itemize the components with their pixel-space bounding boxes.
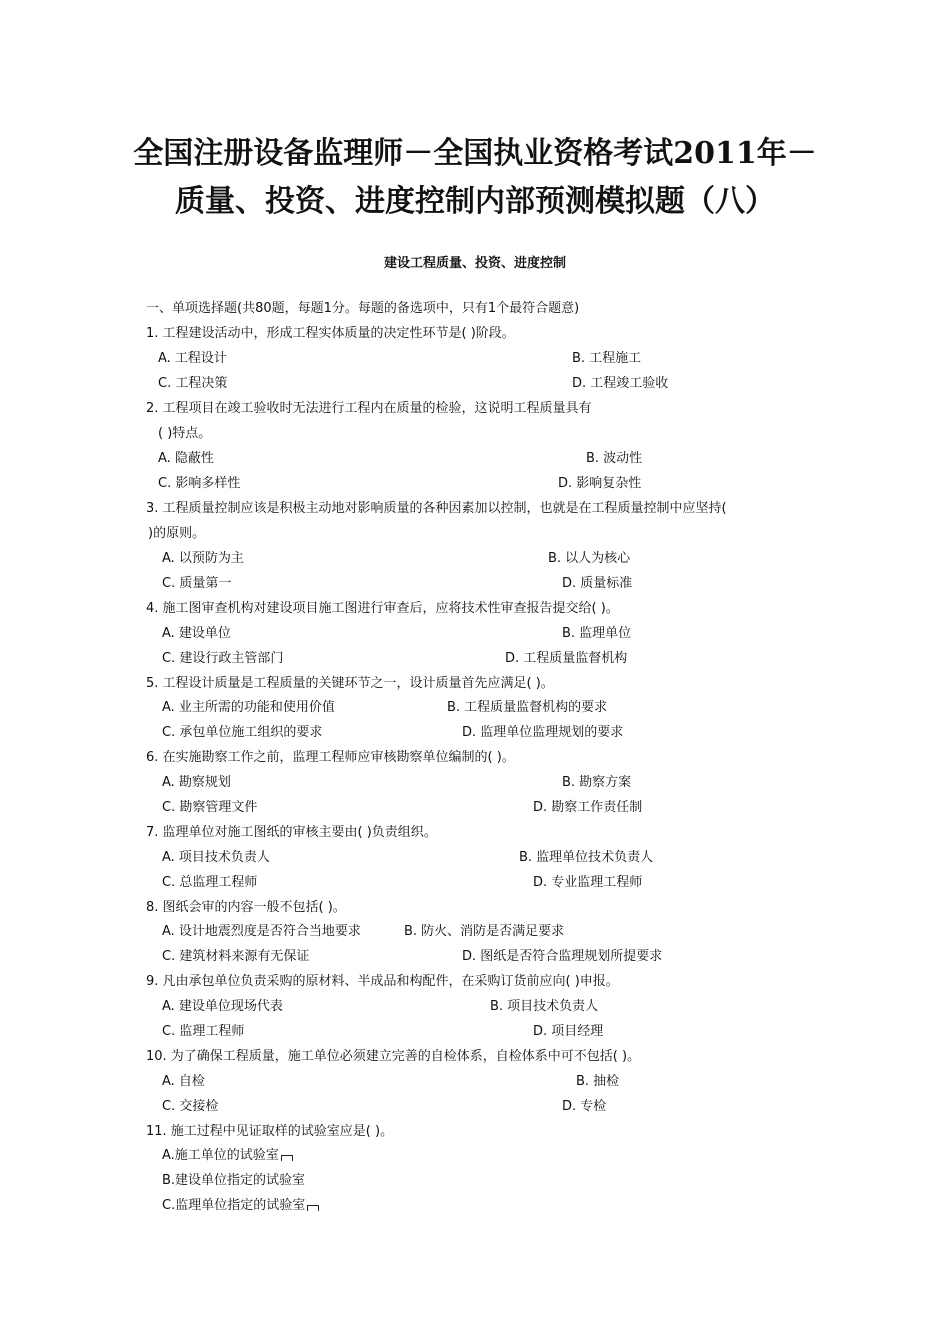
q11-option-a-row [162,1147,293,1165]
q4-option-b: B. 监理单位 [562,626,632,641]
q9-option-d: D. 项目经理 [533,1024,604,1039]
q11-option-c: C.监理单位指定的试验室 [162,1198,306,1213]
document-subtitle: 建设工程质量、投资、进度控制 [383,256,566,271]
q1-option-b: B. 工程施工 [572,351,642,366]
title-line-1: 全国注册设备监理师－全国执业资格考试2011年－ [133,136,817,171]
q2-option-a: A. 隐蔽性 [158,451,214,466]
q1-option-a: A. 工程设计 [158,351,227,366]
q2-option-d: D. 影响复杂性 [558,476,642,491]
q7-option-d: D. 专业监理工程师 [533,875,643,890]
document-title [60,130,890,226]
q7-option-a: A. 项目技术负责人 [162,850,270,865]
question-6: 6. 在实施勘察工作之前，监理工程师应审核勘察单位编制的( )。 [146,750,515,765]
q8-option-c: C. 建筑材料来源有无保证 [162,949,310,964]
paragraph-mark-icon [307,1205,319,1211]
q8-option-b: B. 防火、消防是否满足要求 [404,924,565,939]
q3-option-c: C. 质量第一 [162,576,232,591]
q4-option-d: D. 工程质量监督机构 [505,651,628,666]
q6-option-a: A. 勘察规划 [162,775,231,790]
question-5: 5. 工程设计质量是工程质量的关键环节之一，设计质量首先应满足( )。 [146,676,554,691]
q3-option-b: B. 以人为核心 [548,551,631,566]
q9-option-b: B. 项目技术负责人 [490,999,599,1014]
q11-option-c-row [162,1197,319,1215]
q7-option-c: C. 总监理工程师 [162,875,258,890]
q4-option-a: A. 建设单位 [162,626,231,641]
q6-option-d: D. 勘察工作责任制 [533,800,643,815]
q5-option-c: C. 承包单位施工组织的要求 [162,725,323,740]
q5-option-a: A. 业主所需的功能和使用价值 [162,700,335,715]
question-7: 7. 监理单位对施工图纸的审核主要由( )负责组织。 [146,825,437,840]
q6-option-b: B. 勘察方案 [562,775,632,790]
question-3: 3. 工程质量控制应该是积极主动地对影响质量的各种因素加以控制，也就是在工程质量控制中应坚持( [146,501,727,516]
q6-option-c: C. 勘察管理文件 [162,800,258,815]
q11-option-a: A.施工单位的试验室 [162,1148,279,1163]
question-8: 8. 图纸会审的内容一般不包括( )。 [146,900,346,915]
q5-option-d: D. 监理单位监理规划的要求 [462,725,624,740]
q8-option-d: D. 图纸是否符合监理规划所提要求 [462,949,663,964]
question-4: 4. 施工图审查机构对建设项目施工图进行审查后，应将技术性审查报告提交给( )。 [146,601,619,616]
q1-option-d: D. 工程竣工验收 [572,376,669,391]
q10-option-c: C. 交接检 [162,1099,219,1114]
q8-option-a: A. 设计地震烈度是否符合当地要求 [162,924,361,939]
question-2: 2. 工程项目在竣工验收时无法进行工程内在质量的检验，这说明工程质量具有 [146,401,592,416]
question-3-cont: )的原则。 [148,526,206,541]
q9-option-c: C. 监理工程师 [162,1024,245,1039]
title-line-2: 质量、投资、进度控制内部预测模拟题（八） [175,184,775,219]
section-header: 一、单项选择题(共80题，每题1分。每题的备选项中，只有1个最符合题意) [146,301,580,316]
q9-option-a: A. 建设单位现场代表 [162,999,283,1014]
question-9: 9. 凡由承包单位负责采购的原材料、半成品和构配件，在采购订货前应向( )申报。 [146,974,619,989]
q5-option-b: B. 工程质量监督机构的要求 [447,700,608,715]
q3-option-a: A. 以预防为主 [162,551,244,566]
question-1: 1. 工程建设活动中，形成工程实体质量的决定性环节是( )阶段。 [146,326,515,341]
q11-option-b: B.建设单位指定的试验室 [162,1173,306,1188]
question-11: 11. 施工过程中见证取样的试验室应是( )。 [146,1124,394,1139]
question-2-cont: ( )特点。 [158,426,212,441]
paragraph-mark-icon [281,1155,293,1161]
q2-option-b: B. 波动性 [586,451,643,466]
q10-option-b: B. 抽检 [576,1074,620,1089]
q10-option-d: D. 专检 [562,1099,607,1114]
q10-option-a: A. 自检 [162,1074,205,1089]
q7-option-b: B. 监理单位技术负责人 [519,850,654,865]
q3-option-d: D. 质量标准 [562,576,633,591]
q4-option-c: C. 建设行政主管部门 [162,651,284,666]
question-10: 10. 为了确保工程质量，施工单位必须建立完善的自检体系，自检体系中可不包括( )。 [146,1049,641,1064]
q2-option-c: C. 影响多样性 [158,476,241,491]
q1-option-c: C. 工程决策 [158,376,228,391]
